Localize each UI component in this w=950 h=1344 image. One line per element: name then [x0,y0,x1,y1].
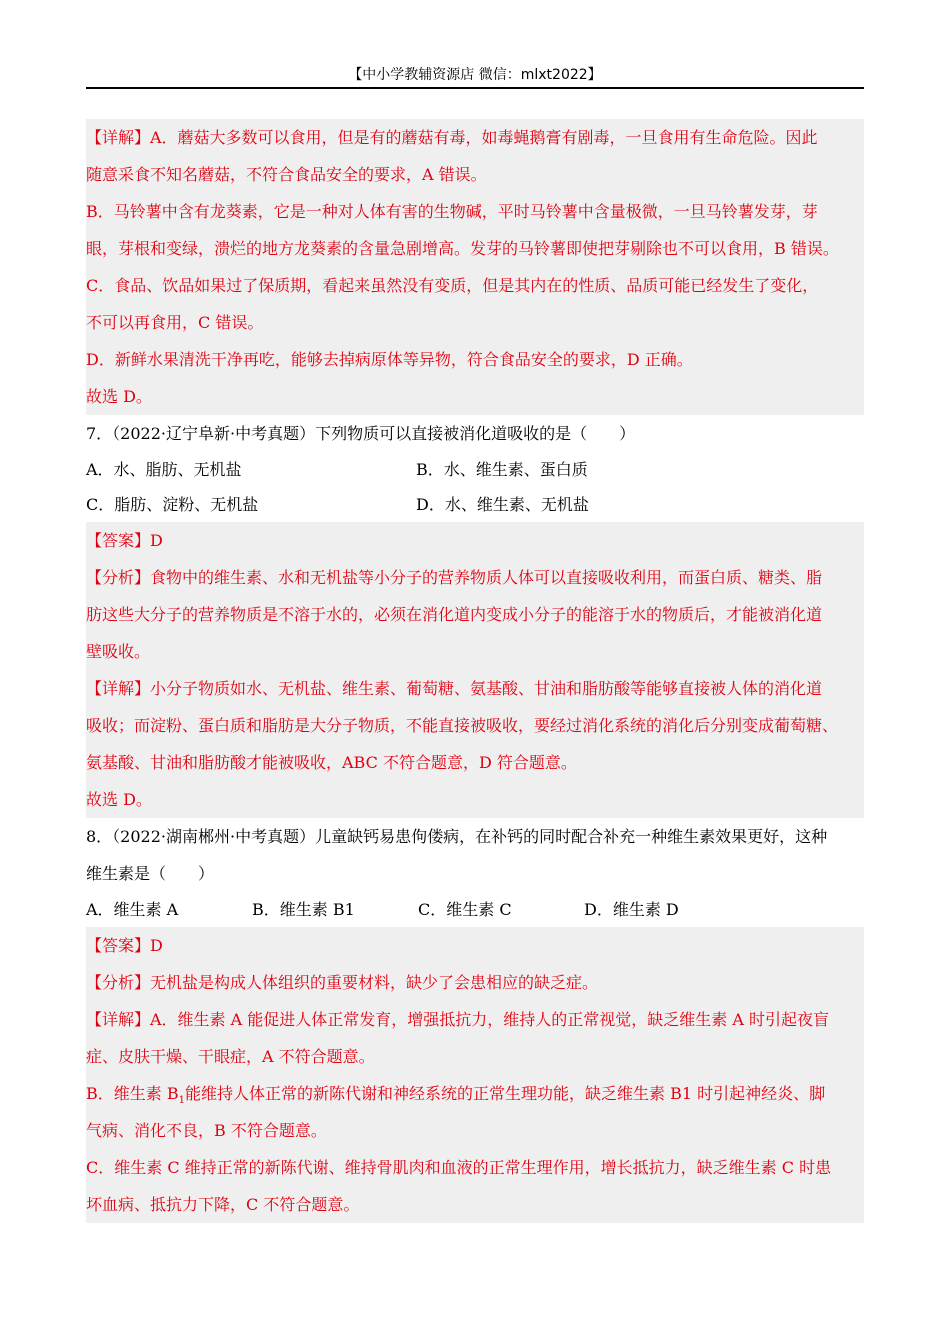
option-d: D．水、维生素、无机盐 [416,495,589,514]
analysis-line: 肪这些大分子的营养物质是不溶于水的，必须在消化道内变成小分子的能溶于水的物质后，才能被消化道 [86,605,823,624]
detail-line [86,1075,864,1112]
text-line: B．马铃薯中含有龙葵素，它是一种对人体有害的生物碱，平时马铃薯中含量极微，一旦马铃薯发芽，芽 [86,202,818,221]
option-row [86,892,864,927]
detail-line: C．维生素 C 维持正常的新陈代谢、维持骨肌肉和血液的正常生理作用，增长抵抗力，缺乏维生素 C 时患 [86,1158,832,1177]
option-a: A．水、脂肪、无机盐 [86,460,242,479]
detail-line: 气病、消化不良，B 不符合题意。 [86,1121,327,1140]
q6-explanation-block [86,119,864,415]
b-line-prefix: B．维生素 B [86,1084,179,1103]
question-8 [86,818,864,927]
page-content [86,119,864,1223]
option-b: B．水、维生素、蛋白质 [416,460,588,479]
b-line-suffix: 能维持人体正常的新陈代谢和神经系统的正常生理功能，缺乏维生素 B1 时引起神经炎、脚 [184,1084,826,1103]
text-line: D．新鲜水果清洗干净再吃，能够去掉病原体等异物，符合食品安全的要求，D 正确。 [86,350,693,369]
option-row [86,452,864,487]
option-a: A．维生素 A [86,900,179,919]
detail-line: 【详解】小分子物质如水、无机盐、维生素、葡萄糖、氨基酸、甘油和脂肪酸等能够直接被人体的消化道 [86,679,823,698]
detail-line: 氨基酸、甘油和脂肪酸才能被吸收，ABC 不符合题意，D 符合题意。 [86,753,577,772]
question-stem: 7．（2022·辽宁阜新·中考真题）下列物质可以直接被消化道吸收的是（ ） [86,424,636,443]
analysis-line: 【分析】食物中的维生素、水和无机盐等小分子的营养物质人体可以直接吸收利用，而蛋白质、糖类、脂 [86,568,823,587]
detail-line: 坏血病、抵抗力下降，C 不符合题意。 [86,1195,360,1214]
text-line: 不可以再食用，C 错误。 [86,313,264,332]
subscript: 1 [178,1095,185,1107]
detail-line: 吸收；而淀粉、蛋白质和脂肪是大分子物质，不能直接被吸收，要经过消化系统的消化后分别变成葡萄糖、 [86,716,839,735]
text-line: C．食品、饮品如果过了保质期，看起来虽然没有变质，但是其内在的性质、品质可能已经发生了变化， [86,276,819,295]
option-c: C．脂肪、淀粉、无机盐 [86,495,259,514]
option-c: C．维生素 C [418,900,512,919]
text-line: 随意采食不知名蘑菇，不符合食品安全的要求，A 错误。 [86,165,487,184]
detail-line: 【详解】A．维生素 A 能促进人体正常发育，增强抵抗力，维持人的正常视觉，缺乏维生素 A 时引起夜盲 [86,1010,830,1029]
answer-line: 【答案】D [86,936,163,955]
text-line: 【详解】A．蘑菇大多数可以食用，但是有的蘑菇有毒，如毒蝇鹅膏有剧毒，一旦食用有生命危险。因此 [86,128,818,147]
option-row [86,487,864,522]
answer-line: 【答案】D [86,531,163,550]
q8-answer-block [86,927,864,1223]
header-divider [86,87,864,89]
analysis-line: 壁吸收。 [86,642,151,661]
page-header: 【中小学教辅资源店 微信：mlxt2022】 [348,67,602,83]
analysis-line: 【分析】无机盐是构成人体组织的重要材料，缺少了会患相应的缺乏症。 [86,973,599,992]
question-stem: 维生素是（ ） [86,864,215,883]
question-stem: 8．（2022·湖南郴州·中考真题）儿童缺钙易患佝偻病，在补钙的同时配合补充一种维生素效果更好，这种 [86,827,828,846]
text-line: 故选 D。 [86,387,152,406]
text-line: 眼，芽根和变绿，溃烂的地方龙葵素的含量急剧增高。发芽的马铃薯即使把芽剔除也不可以食用，B 错误。 [86,239,839,258]
option-b: B．维生素 B1 [252,900,355,919]
option-d: D．维生素 D [584,900,679,919]
question-7 [86,415,864,522]
q7-answer-block [86,522,864,818]
conclusion-line: 故选 D。 [86,790,152,809]
detail-line: 症、皮肤干燥、干眼症，A 不符合题意。 [86,1047,375,1066]
